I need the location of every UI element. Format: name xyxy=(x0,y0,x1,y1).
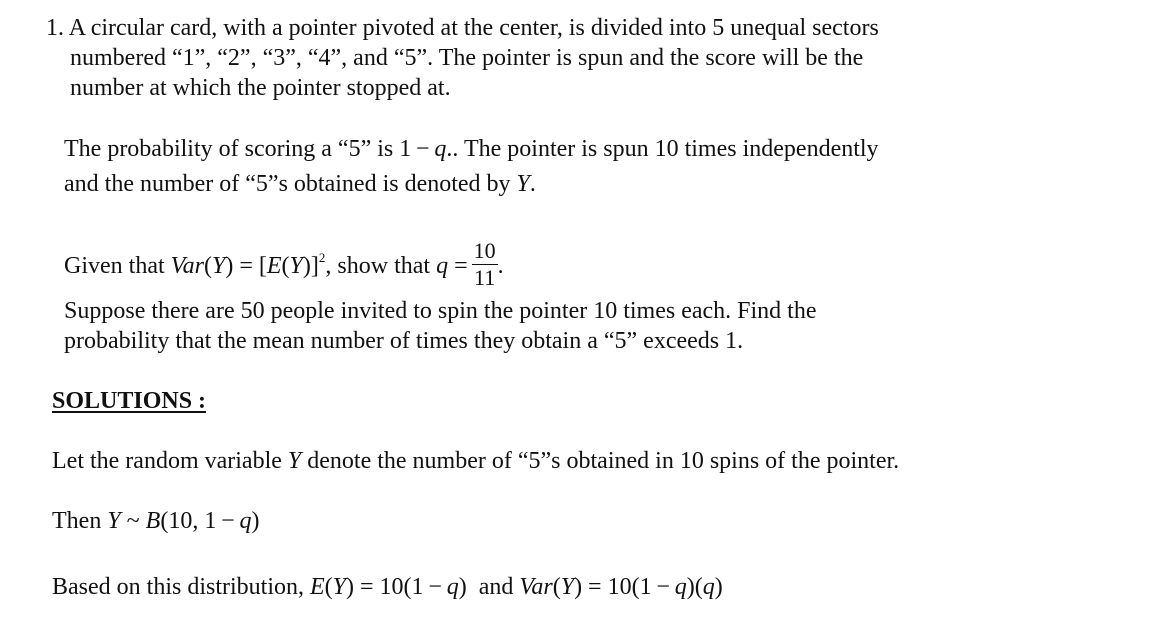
fraction-denominator: 11 xyxy=(474,264,496,290)
suppose-line-2: probability that the mean number of times they obtain a “5” exceeds 1. xyxy=(64,328,744,354)
solution-based-line: Based on this distribution, E(Y) = 10(1 − q) and Var(Y) = 10(1 − q)(q) xyxy=(52,574,723,600)
suppose-line-1: Suppose there are 50 people invited to spin the pointer 10 times each. Find the xyxy=(64,298,817,324)
denoted-line: and the number of “5”s obtained is denoted by Y. xyxy=(64,171,536,197)
question-number: 1. xyxy=(46,15,64,41)
fraction-numerator: 10 xyxy=(473,237,496,263)
solution-then-line: Then Y ~ B(10, 1 − q) xyxy=(52,508,260,534)
question-line-1 xyxy=(46,13,879,43)
fraction xyxy=(472,238,498,291)
probability-line: The probability of scoring a “5” is 1 − q.. The pointer is spun 10 times independently xyxy=(64,136,879,162)
solution-let-line: Let the random variable Y denote the number of “5”s obtained in 10 spins of the pointer. xyxy=(52,448,900,474)
var-q: q xyxy=(434,136,447,162)
solutions-heading: SOLUTIONS : xyxy=(52,388,207,414)
given-line: Given that $Var(Y) = [E(Y)]^2$, show that q = $\frac{10}{11}$ . xyxy=(64,237,504,290)
question-line-3: number at which the pointer stopped at. xyxy=(70,75,451,101)
var-y: Y xyxy=(516,171,530,197)
question-text-1: A circular card, with a pointer pivoted at the center, is divided into 5 unequal sectors xyxy=(68,15,879,41)
question-line-2: numbered “1”, “2”, “3”, “4”, and “5”. The pointer is spun and the score will be the xyxy=(70,45,864,71)
